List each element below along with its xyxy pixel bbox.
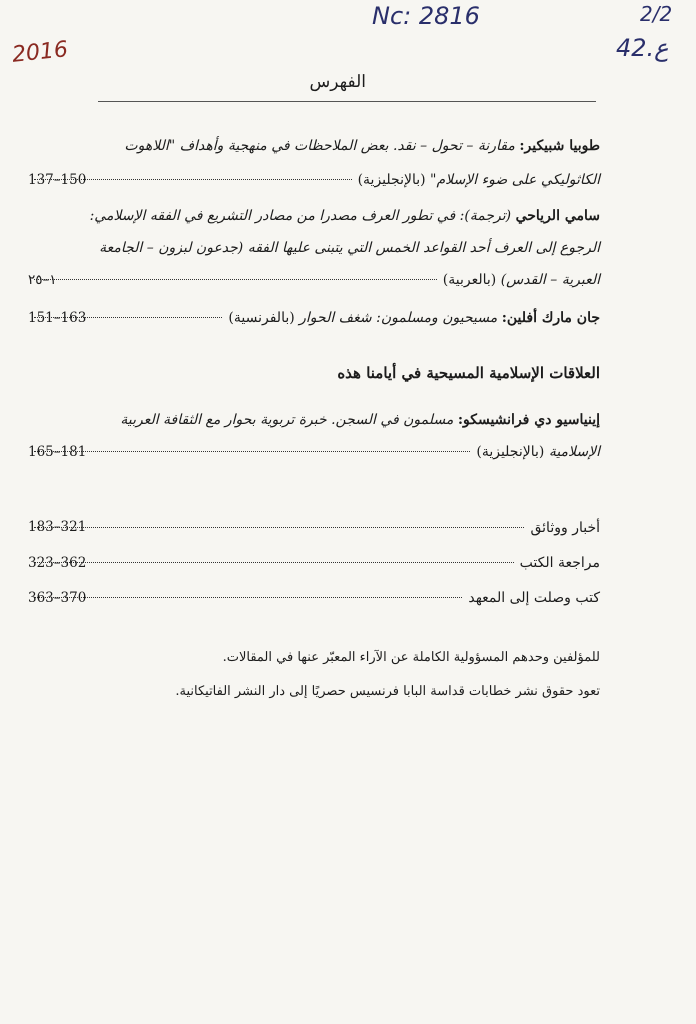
toc-entry-line: [28, 238, 600, 258]
entry-title: مسيحيون ومسلمون: شغف الحوار: [299, 310, 498, 326]
entry-pages: 165–181: [28, 444, 87, 460]
entry-title: مراجعة الكتب: [519, 555, 600, 571]
handwritten-fraction: 2/2: [640, 2, 673, 26]
entry-pages: 137–150: [28, 172, 87, 188]
entry-language: (بالفرنسية): [228, 310, 295, 326]
entry-title: كتب وصلت إلى المعهد: [468, 590, 600, 606]
entry-language: (بالإنجليزية): [476, 444, 545, 460]
toc-entry-line: [28, 270, 600, 290]
entry-author: جان مارك أفلين:: [501, 310, 600, 326]
entry-language: (بالعربية): [442, 272, 497, 288]
entry-pages: 183–321: [28, 519, 87, 535]
entry-pages: 363–370: [28, 590, 87, 606]
handwritten-volume: 42.ع: [616, 34, 669, 62]
entry-title: مسلمون في السجن. خبرة تربوية بحوار مع الثقافة العربية: [120, 412, 454, 428]
copyright-note: تعود حقوق نشر خطابات قداسة البابا فرنسيس حصريًا إلى دار النشر الفاتيكانية.: [175, 684, 600, 699]
toc-entry-line: [28, 588, 600, 608]
entry-language: (بالإنجليزية): [357, 172, 426, 188]
title-divider: [98, 101, 596, 102]
toc-entry-line: [28, 442, 600, 462]
toc-entry-line: [28, 308, 600, 328]
toc-entry-line: [28, 553, 600, 573]
toc-entry-line: [28, 206, 600, 226]
toc-entry-line: [28, 170, 600, 190]
toc-entry-line: [28, 518, 600, 538]
toc-entry-line: [28, 410, 600, 430]
entry-author: سامي الرياحي: [515, 208, 600, 224]
section-heading: العلاقات الإسلامية المسيحية في أيامنا هذه: [337, 364, 600, 382]
page-title: الفهرس: [309, 72, 366, 92]
dot-leader: [34, 527, 524, 528]
entry-author: إينياسيو دي فرانشيسكو:: [457, 412, 600, 428]
handwritten-catalog-number: Nc: 2816: [372, 2, 480, 30]
entry-title: الإسلامية: [548, 444, 600, 460]
entry-author: طوبيا شبيكير:: [519, 138, 600, 154]
entry-pages: ١–٢٥: [28, 272, 57, 288]
handwritten-year: 2016: [10, 37, 70, 68]
entry-title: (ترجمة): في تطور العرف مصدرا من مصادر التشريع في الفقه الإسلامي:: [89, 208, 512, 224]
entry-title: أخبار ووثائق: [530, 520, 600, 536]
entry-title: مقارنة – تحول – نقد. بعض الملاحظات في منهجية وأهداف "اللاهوت: [124, 138, 515, 154]
disclaimer-note: للمؤلفين وحدهم المسؤولية الكاملة عن الآراء المعبّر عنها في المقالات.: [222, 650, 600, 665]
entry-pages: 151–163: [28, 310, 87, 326]
entry-title: العبرية – القدس): [500, 272, 600, 288]
entry-pages: 323–362: [28, 555, 87, 571]
entry-title: الرجوع إلى العرف أحد القواعد الخمس التي يتبنى عليها الفقه (جدعون لبزون – الجامعة: [99, 240, 600, 256]
entry-title: الكاثوليكي على ضوء الإسلام": [430, 172, 600, 188]
toc-entry-line: [28, 136, 600, 156]
